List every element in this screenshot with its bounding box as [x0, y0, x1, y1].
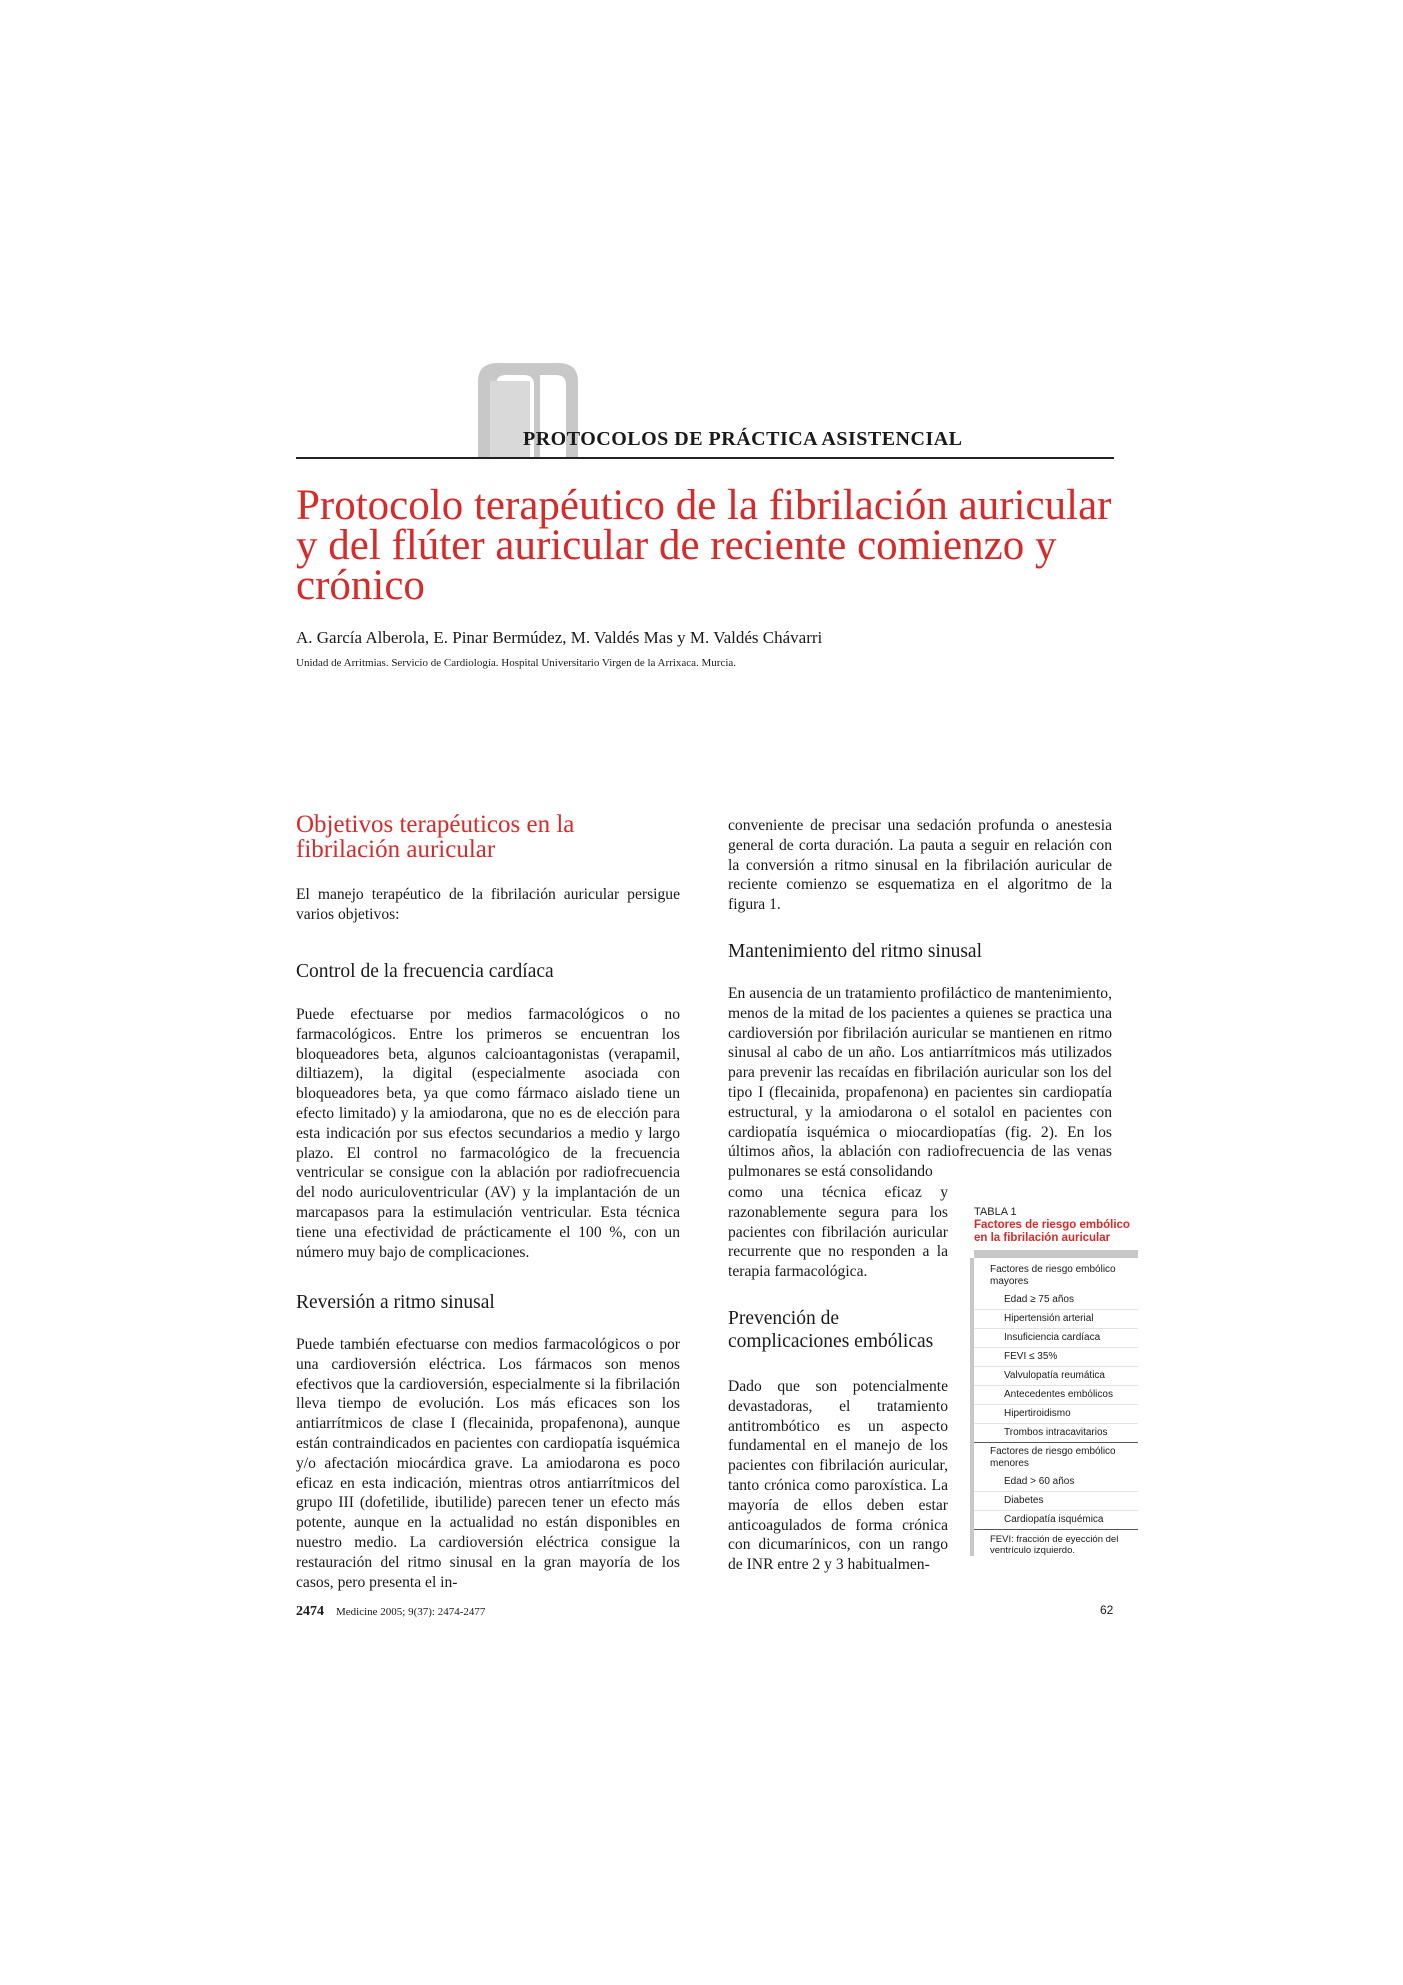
table-item: Diabetes	[974, 1492, 1138, 1511]
table-item: Trombos intracavitarios	[974, 1424, 1138, 1443]
table-label: TABLA 1	[974, 1206, 1017, 1218]
footer-left	[296, 1602, 485, 1620]
page-number: 2474	[296, 1604, 324, 1619]
table-item: Cardiopatía isquémica	[974, 1511, 1138, 1530]
table-item: FEVI ≤ 35%	[974, 1348, 1138, 1367]
table-item: Hipertiroidismo	[974, 1405, 1138, 1424]
article-title: Protocolo terapéutico de la fibrilación auricular y del flúter auricular de reciente comienzo y crónico	[296, 482, 1112, 609]
heading-prevencion: Prevención de complicaciones embólicas	[728, 1308, 934, 1352]
table-footnote: FEVI: fracción de eyección del ventrículo izquierdo.	[990, 1534, 1119, 1556]
table-title: Factores de riesgo embólico en la fibrilación auricular	[974, 1219, 1130, 1244]
header-rule	[296, 457, 1114, 459]
table-item: Edad ≥ 75 años	[974, 1291, 1138, 1310]
para-continuation: conveniente de precisar una sedación profunda o anestesia general de corta duración. La pauta a seguir en relación con la conversión a ritmo sinusal en la fibrilación auricular de reciente comienzo se esquematiza en el algoritmo de la figura 1.	[728, 817, 1112, 914]
table-group-major: Factores de riesgo embólico mayores	[990, 1264, 1116, 1287]
table-body	[974, 1258, 1138, 1556]
table-1	[974, 1206, 1138, 1556]
heading-control: Control de la frecuencia cardíaca	[296, 961, 554, 982]
para-intro: El manejo terapéutico de la fibrilación auricular persigue varios objetivos:	[296, 886, 680, 923]
table-item: Edad > 60 años	[974, 1473, 1138, 1492]
para-mantenimiento-b: como una técnica eficaz y razonablemente segura para los pacientes con fibrilación auricular recurrente que no responden a la terapia farmacológica.	[728, 1184, 948, 1281]
table-group-minor: Factores de riesgo embólico menores	[990, 1446, 1116, 1469]
para-reversion: Puede también efectuarse con medios farmacológicos o por una cardioversión eléctrica. Los fármacos son menos efectivos que la cardioversión, especialmente si la fibrilación lleva tiempo de evolución. Los más eficaces son los antiarrítmicos de clase I (flecainida, propafenona), aunque están contraindicados en pacientes con cardiopatía isquémica y/o afectación miocárdica grave. La amiodarona es poco eficaz en esta indicación, mientras otros antiarrítmicos del grupo III (dofetilide, ibutilide) parecen tener un efecto más potente, aunque en la actualidad no están disponibles en nuestro medio. La cardioversión eléctrica consigue la restauración del ritmo sinusal en la gran mayoría de los casos, pero presenta el in-	[296, 1336, 680, 1591]
para-mantenimiento-a: En ausencia de un tratamiento profiláctico de mantenimiento, menos de la mitad de los pacientes a quienes se practica una cardioversión por fibrilación auricular se mantienen en ritmo sinusal al cabo de un año. Los antiarrítmicos más utilizados para prevenir las recaídas en fibrilación auricular son los del tipo I (flecainida, propafenona) en pacientes sin cardiopatía estructural, y la amiodarona o el sotalol en pacientes con cardiopatía isquémica o miocardiopatías (fig. 2). En los últimos años, la ablación con radiofrecuencia de las venas pulmonares se está consolidando	[728, 985, 1112, 1181]
heading-objetivos: Objetivos terapéuticos en la fibrilación auricular	[296, 811, 575, 863]
table-item: Insuficiencia cardíaca	[974, 1329, 1138, 1348]
para-prevencion: Dado que son potencialmente devastadoras, el tratamiento antitrombótico es un aspecto fundamental en el manejo de los pacientes con fibrilación auricular, tanto crónica como paroxística. La mayoría de ellos deben estar anticoagulados de forma crónica con dicumarínicos, con un rango de INR entre 2 y 3 habitualmen-	[728, 1378, 948, 1574]
table-item: Antecedentes embólicos	[974, 1386, 1138, 1405]
table-item: Valvulopatía reumática	[974, 1367, 1138, 1386]
affiliation: Unidad de Arritmias. Servicio de Cardiología. Hospital Universitario Virgen de la Arrixaca. Murcia.	[296, 657, 737, 669]
heading-reversion: Reversión a ritmo sinusal	[296, 1292, 495, 1313]
section-label: PROTOCOLOS DE PRÁCTICA ASISTENCIAL	[523, 428, 963, 450]
table-side-bar	[970, 1258, 974, 1556]
table-item: Hipertensión arterial	[974, 1310, 1138, 1329]
authors: A. García Alberola, E. Pinar Bermúdez, M. Valdés Mas y M. Valdés Chávarri	[296, 628, 823, 647]
citation: Medicine 2005; 9(37): 2474-2477	[336, 1606, 486, 1618]
table-header-bar	[974, 1250, 1138, 1258]
footer-right-number: 62	[1100, 1603, 1114, 1617]
heading-mantenimiento: Mantenimiento del ritmo sinusal	[728, 941, 983, 962]
para-control: Puede efectuarse por medios farmacológicos o no farmacológicos. Entre los primeros se encuentran los bloqueadores beta, algunos calcioantagonistas (verapamil, diltiazem), la digital (especialmente asociada con bloqueadores beta, ya que como fármaco aislado tiene un efecto limitado) y la amiodarona, que no es de elección para esta indicación por sus efectos secundarios a medio y largo plazo. El control no farmacológico de la frecuencia ventricular se consigue con la ablación por radiofrecuencia del nodo auriculoventricular (AV) y la implantación de un marcapasos para la estimulación ventricular. Esta técnica tiene una efectividad de prácticamente el 100 %, con un número muy bajo de complicaciones.	[296, 1006, 680, 1261]
